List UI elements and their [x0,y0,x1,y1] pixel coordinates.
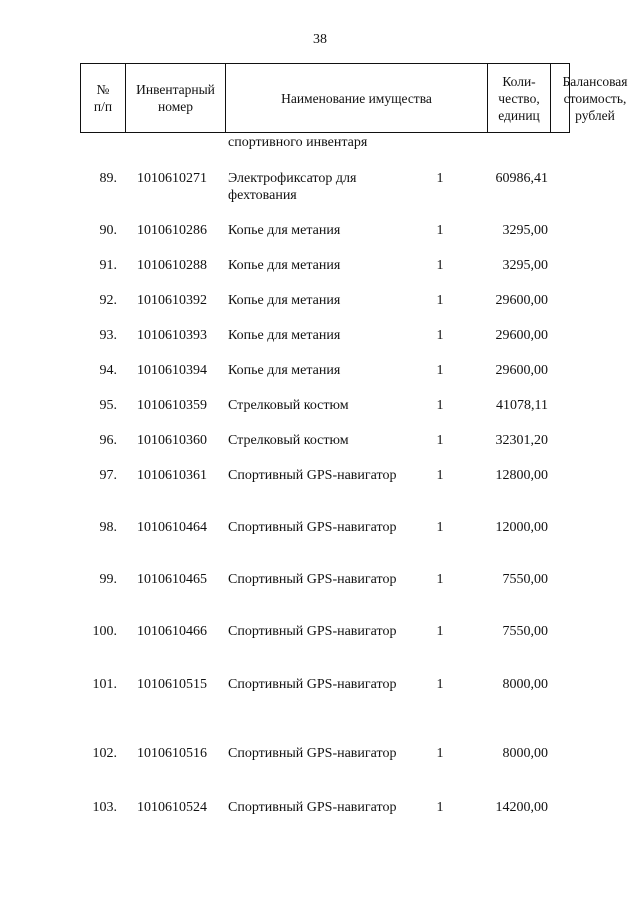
row-quantity: 1 [436,223,444,238]
row-balance-cost: 7550,00 [502,572,548,587]
row-number: 94. [99,363,117,378]
row-number: 99. [99,572,117,587]
row-number: 100. [92,624,117,639]
row-inventory-number: 1010610515 [137,677,207,692]
row-inventory-number: 1010610466 [137,624,207,639]
row-balance-cost: 12000,00 [495,520,548,535]
row-inventory-number: 1010610286 [137,223,207,238]
row-balance-cost: 8000,00 [502,746,548,761]
header-num: № п/п [81,64,126,132]
row-property-name: Спортивный GPS-навигатор [228,800,397,815]
row-quantity: 1 [436,293,444,308]
row-number: 97. [99,468,117,483]
header-cost: Балансовая стоимость, рублей [562,73,628,123]
row-property-name: Спортивный GPS-навигатор [228,746,397,761]
row-property-name: Электрофиксатор для фехтования [228,171,357,203]
row-balance-cost: 29600,00 [495,328,548,343]
header-inventory: Инвентарный номер [126,64,226,132]
row-quantity: 1 [436,363,444,378]
row-balance-cost: 60986,41 [495,171,548,186]
row-inventory-number: 1010610394 [137,363,207,378]
row-number: 102. [92,746,117,761]
row-number: 89. [99,171,117,186]
row-quantity: 1 [436,746,444,761]
row-quantity: 1 [436,572,444,587]
row-quantity: 1 [436,328,444,343]
row-balance-cost: 8000,00 [502,677,548,692]
row-inventory-number: 1010610464 [137,520,207,535]
row-balance-cost: 14200,00 [495,800,548,815]
row-inventory-number: 1010610361 [137,468,207,483]
row-inventory-number: 1010610465 [137,572,207,587]
row-balance-cost: 29600,00 [495,363,548,378]
row-property-name: Спортивный GPS-навигатор [228,520,397,535]
row-property-name: Спортивный GPS-навигатор [228,677,397,692]
row-quantity: 1 [436,520,444,535]
row-balance-cost: 7550,00 [502,624,548,639]
row-inventory-number: 1010610359 [137,398,207,413]
row-property-name: Копье для метания [228,223,341,238]
row-number: 101. [92,677,117,692]
row-inventory-number: 1010610524 [137,800,207,815]
row-property-name: Спортивный GPS-навигатор [228,572,397,587]
header-name: Наименование имущества [226,64,488,132]
row-quantity: 1 [436,677,444,692]
row-property-name: Копье для метания [228,293,341,308]
row-inventory-number: 1010610516 [137,746,207,761]
row-property-name: Стрелковый костюм [228,433,349,448]
row-inventory-number: 1010610392 [137,293,207,308]
table-header [80,63,628,133]
row-property-name: Копье для метания [228,258,341,273]
row-number: 98. [99,520,117,535]
row-balance-cost: 3295,00 [502,258,548,273]
row-balance-cost: 12800,00 [495,468,548,483]
row-quantity: 1 [436,171,444,186]
page-number: 38 [313,32,327,47]
row-property-name: Спортивный GPS-навигатор [228,624,397,639]
row-balance-cost: 29600,00 [495,293,548,308]
row-number: 93. [99,328,117,343]
row-property-name: Спортивный GPS-навигатор [228,468,397,483]
row-quantity: 1 [436,624,444,639]
row-inventory-number: 1010610288 [137,258,207,273]
row-property-name: Копье для метания [228,328,341,343]
row-inventory-number: 1010610393 [137,328,207,343]
row-balance-cost: 41078,11 [496,398,548,413]
row-number: 92. [99,293,117,308]
continuation-text: спортивного инвентаря [228,135,368,150]
row-number: 103. [92,800,117,815]
row-balance-cost: 3295,00 [502,223,548,238]
row-number: 91. [99,258,117,273]
row-property-name: Стрелковый костюм [228,398,349,413]
row-balance-cost: 32301,20 [495,433,548,448]
row-quantity: 1 [436,398,444,413]
row-number: 90. [99,223,117,238]
row-quantity: 1 [436,468,444,483]
row-number: 95. [99,398,117,413]
row-inventory-number: 1010610271 [137,171,207,186]
row-quantity: 1 [436,258,444,273]
header-qty: Коли- чество, единиц [488,64,551,132]
row-number: 96. [99,433,117,448]
row-inventory-number: 1010610360 [137,433,207,448]
row-quantity: 1 [436,433,444,448]
row-quantity: 1 [436,800,444,815]
row-property-name: Копье для метания [228,363,341,378]
